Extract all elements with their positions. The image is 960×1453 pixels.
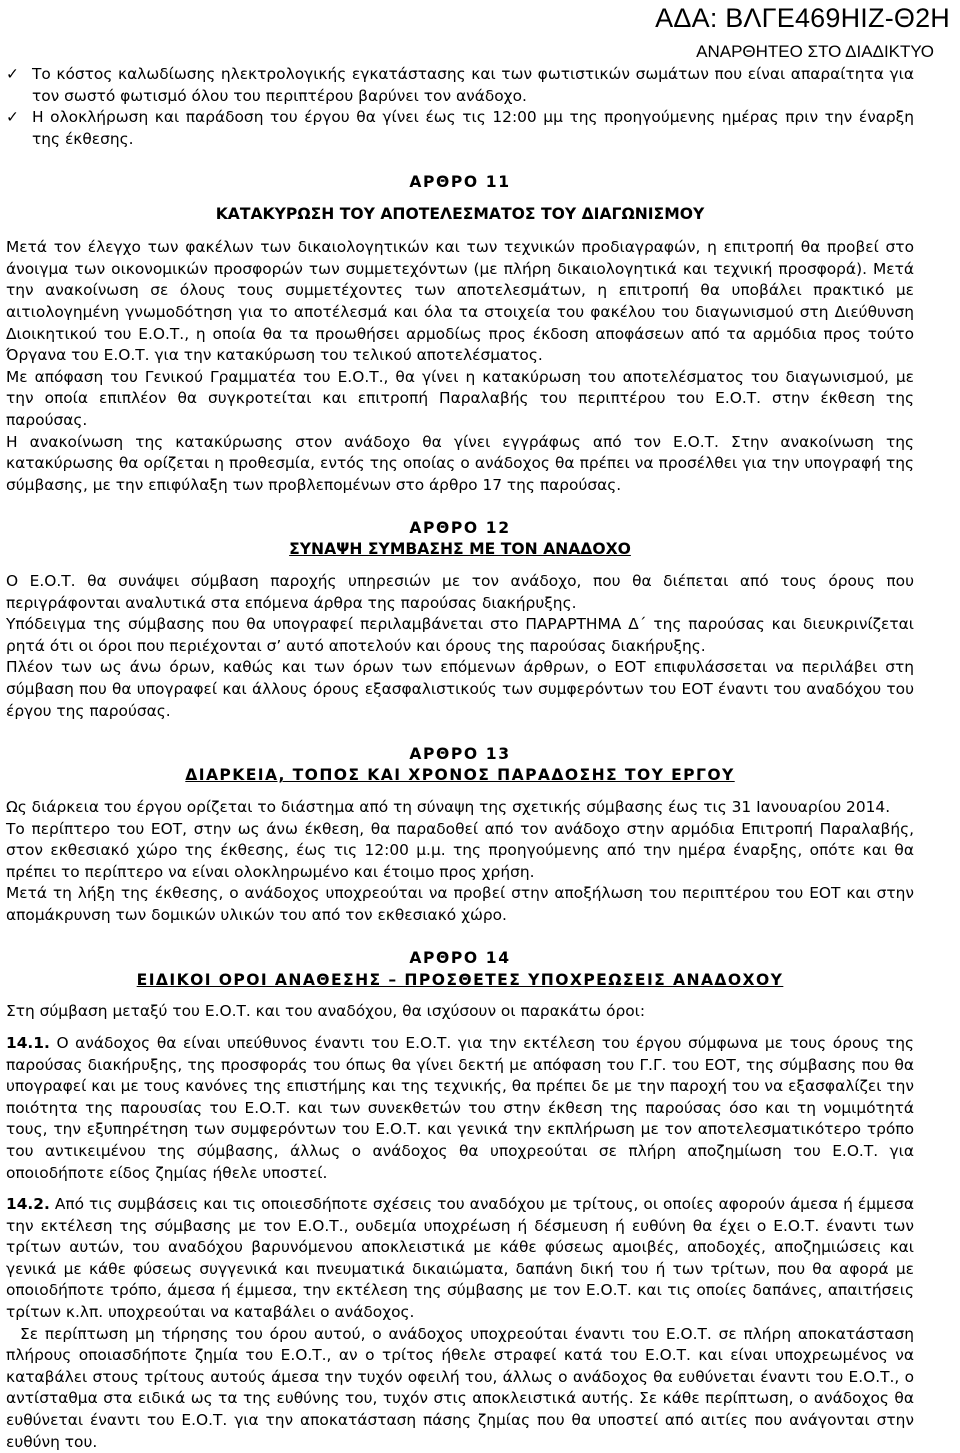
article-11-heading: ΑΡΘΡΟ 11 — [409, 172, 511, 191]
article-13-paragraph: Το περίπτερο του ΕΟΤ, στην ως άνω έκθεση, θα παραδοθεί από τον ανάδοχο στην αρμόδια Επιτροπή Παραλαβής, στον εκθεσιακό χώρο της έκθεσης, έως τις 12:00 μ.μ. της προηγούμενης από την ημέρα έναρξης, οπότε και θα πρέπει το περίπτερο να είναι ολοκληρωμένο και έτοιμο προς χρήση. — [6, 819, 914, 881]
item-number: 14.2. — [6, 1195, 50, 1214]
bullet-item — [6, 64, 914, 107]
article-13-paragraph: Ως διάρκεια του έργου ορίζεται το διάστημα από τη σύναψη της σχετικής σύμβασης έως τις 31 Ιανουαρίου 2014. — [6, 798, 891, 816]
bullet-text: Το κόστος καλωδίωσης ηλεκτρολογικής εγκατάστασης και των φωτιστικών σωμάτων που είναι απαραίτητα για τον σωστό φωτισμό όλου του περιπτέρου βαρύνει τον ανάδοχο. — [32, 65, 914, 105]
bullet-text: Η ολοκλήρωση και παράδοση του έργου θα γίνει έως τις 12:00 μμ της προηγούμενης ημέρας πριν την έναρξη της έκθεσης. — [32, 108, 914, 148]
article-14-heading: ΑΡΘΡΟ 14 — [409, 949, 511, 968]
article-11-title: ΚΑΤΑΚΥΡΩΣΗ ΤΟΥ ΑΠΟΤΕΛΕΣΜΑΤΟΣ ΤΟΥ ΔΙΑΓΩΝΙΣΜΟΥ — [215, 204, 705, 223]
item-text: Από τις συμβάσεις και τις οποιεσδήποτε σχέσεις του αναδόχου με τρίτους, οι οποίες αφορούν άμεσα ή έμμεσα την εκτέλεση της σύμβασης με τον Ε.Ο.Τ., ουδεμία υποχρέωση ή δέσμευση ή ευθύνη θα έχει ο Ε.Ο.Τ. έναντι των τρίτων αυτών, του αναδόχου βαρυνόμενου αποκλειστικά με κάθε φύσεως αμοιβές, αποδοχές, αποζημιώσεις και γενικά με κάθε φύσεως συγγενικά και πνευματικά δικαιώματα, δαπάνη δική του ή των τρίτων, που θα αφορά με οποιοδήποτε τρόπο, άμεσα ή έμμεσα, την εκτέλεση της σύμβασης με τον Ε.Ο.Τ. και τις οποίες δαπάνες, απαιτήσεις τρίτων κ.λπ. υποχρεούται να καταβάλει ο ανάδοχος. — [6, 1195, 914, 1322]
article-12-heading: ΑΡΘΡΟ 12 — [409, 518, 511, 537]
article-11-paragraph: Με απόφαση του Γενικού Γραμματέα του Ε.Ο.Τ., θα γίνει η κατακύρωση του αποτελέσματος του διαγωνισμού, με την οποία επιπλέον θα συγκροτείται και επιτροπή Παραλαβής του περιπτέρου του Ε.Ο.Τ. στην έκθεση της παρούσας. — [6, 367, 914, 429]
item-text: Ο ανάδοχος θα είναι υπεύθυνος έναντι του Ε.Ο.Τ. για την εκτέλεση του έργου σύμφωνα με τους όρους της παρούσας διακήρυξης, της προσφοράς του όπως θα γίνει δεκτή με απόφαση του Γ.Γ. του ΕΟΤ, της σύμβασης που θα υπογραφεί και με τους κανόνες της επιστήμης και της τεχνικής, θα πρέπει δε με την παροχή του να εξασφαλίζει την ποιότητα της παρουσίας του Ε.Ο.Τ. και των συνεκθετών του στην έκθεση της παρούσας όσο και τη νομιμότητά τους, την εξυπηρέτηση των συμφερόντων του Ε.Ο.Τ. και γενικά την εκπλήρωση με τον αποτελεσματικότερο τρόπο του αντικειμένου της σύμβασης, άλλως ο ανάδοχος θα υποχρεούται σε πλήρη αποζημίωση του Ε.Ο.Τ. για οποιοδήποτε είδος ζημίας ήθελε υποστεί. — [6, 1033, 914, 1182]
bullet-item — [6, 107, 914, 150]
article-14-item-2 — [6, 1194, 914, 1324]
article-12-paragraph: Ο Ε.Ο.Τ. θα συνάψει σύμβαση παροχής υπηρεσιών με τον ανάδοχο, που θα διέπεται από τους όρους που περιγράφονται αναλυτικά στα επόμενα άρθρα της παρούσας διακήρυξης. — [6, 572, 914, 612]
article-12-title: ΣΥΝΑΨΗ ΣΥΜΒΑΣΗΣ ΜΕ ΤΟΝ ΑΝΑΔΟΧΟ — [289, 540, 631, 559]
article-11-paragraph: Μετά τον έλεγχο των φακέλων των δικαιολογητικών και των τεχνικών προδιαγραφών, η επιτροπή θα προβεί στο άνοιγμα των οικονομικών προσφορών των συμμετεχόντων (με πλήρη δικαιολογητικά και τεχνική προσφορά). Μετά την ανακοίνωση σε όλους τους συμμετέχοντες των αποτελεσμάτων, η επιτροπή θα υποβάλει πρακτικό με αιτιολογημένη γνωμοδότηση για το αποτέλεσμά και όλα τα στοιχεία του φακέλου του διαγωνισμού στη Διεύθυνση Διοικητικού του Ε.Ο.Τ., η οποία θα τα προωθήσει αρμοδίως προς έκδοση αποφάσεων από τα αρμόδια προς τούτο Όργανα του Ε.Ο.Τ. για την κατακύρωση του τελικού αποτελέσματος. — [6, 238, 914, 365]
article-13-heading: ΑΡΘΡΟ 13 — [409, 744, 511, 763]
article-12-paragraph: Υπόδειγμα της σύμβασης που θα υπογραφεί περιλαμβάνεται στο ΠΑΡΑΡΤΗΜΑ Δ΄ της παρούσας και διευκρινίζεται ρητά ότι οι όροι που περιέχονται σ’ αυτό αποτελούν και όρους της παρούσας διακήρυξης. — [6, 615, 914, 655]
posted-online-label: ΑΝΑΡΘΗΤΕΟ ΣΤΟ ΔΙΑΔΙΚΤΥΟ — [696, 42, 934, 61]
article-14-item-2-continued: Σε περίπτωση μη τήρησης του όρου αυτού, ο ανάδοχος υποχρεούται έναντι του Ε.Ο.Τ. σε πλήρη αποκατάσταση πλήρους οποιασδήποτε ζημία του Ε.Ο.Τ., αν ο τρίτος ήθελε στραφεί κατά του Ε.Ο.Τ. και είναι υποχρεωμένος να καταβάλει στους τρίτους αυτούς άμεσα την τυχόν οφειλή του, άλλως ο ανάδοχος θα ευθύνεται έναντι του Ε.Ο.Τ., ο αντίσταθμα στα ειδικά ως τα της ευθύνης του, τυχόν στις αποκλειστικά αυτής. Σε κάθε περίπτωση, ο ανάδοχος θα ευθύνεται έναντι του Ε.Ο.Τ. για την αποκατάσταση πάσης ζημίας που θα υποστεί από αιτίες που ανάγονται στην ευθύνη του. — [6, 1324, 914, 1451]
article-13-title: ΔΙΑΡΚΕΙΑ, ΤΟΠΟΣ ΚΑΙ ΧΡΟΝΟΣ ΠΑΡΑΔΟΣΗΣ ΤΟΥ ΕΡΓΟΥ — [185, 766, 735, 785]
checkmark-icon: ✓ — [6, 108, 19, 127]
document-body — [6, 64, 914, 1453]
article-14-intro: Στη σύμβαση μεταξύ του Ε.Ο.Τ. και του αναδόχου, θα ισχύσουν οι παρακάτω όροι: — [6, 1002, 646, 1021]
item-number: 14.1. — [6, 1033, 50, 1052]
article-13-paragraph: Μετά τη λήξη της έκθεσης, ο ανάδοχος υποχρεούται να προβεί στην αποξήλωση του περιπτέρου του ΕΟΤ και στην απομάκρυνση των δομικών υλικών του από τον εκθεσιακό χώρο. — [6, 884, 914, 924]
article-11-paragraph: Η ανακοίνωση της κατακύρωσης στον ανάδοχο θα γίνει εγγράφως από τον Ε.Ο.Τ. Στην ανακοίνωση της κατακύρωσης θα ορίζεται η προθεσμία, εντός της οποίας ο ανάδοχος θα πρέπει να προσέλθει για την υπογραφή της σύμβασης, με την επιφύλαξη των προβλεπομένων στο άρθρο 17 της παρούσας. — [6, 432, 914, 494]
ada-identifier: ΑΔΑ: ΒΛΓΕ469ΗΙΖ-Θ2Η — [655, 3, 950, 33]
checkmark-icon: ✓ — [6, 65, 19, 83]
article-12-paragraph: Πλέον των ως άνω όρων, καθώς και των όρων των επόμενων άρθρων, ο ΕΟΤ επιφυλάσσεται να περιλάβει στη σύμβαση που θα υπογραφεί και άλλους όρους εξασφαλιστικούς των συμφερόντων του ΕΟΤ έναντι του αναδόχου του έργου της παρούσας. — [6, 658, 914, 720]
article-14-item-1 — [6, 1033, 914, 1184]
article-14-title: ΕΙΔΙΚΟΙ ΟΡΟΙ ΑΝΑΘΕΣΗΣ – ΠΡΟΣΘΕΤΕΣ ΥΠΟΧΡΕΩΣΕΙΣ ΑΝΑΔΟΧΟΥ — [136, 970, 784, 989]
